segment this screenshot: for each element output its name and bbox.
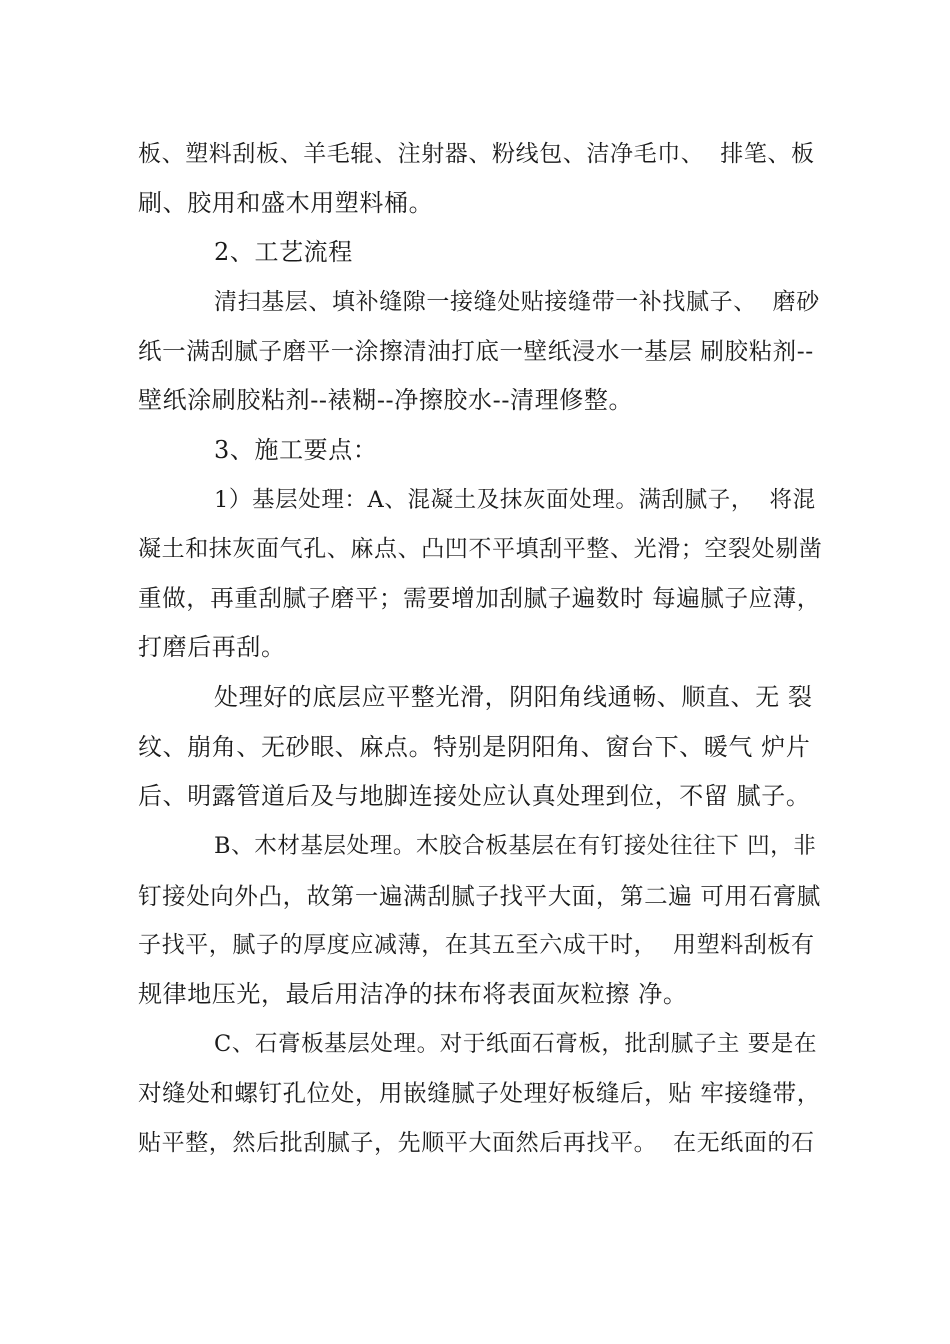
text-line-4: 清扫基层、填补缝隙一接缝处贴接缝带一补找腻子、 磨砂 — [214, 289, 820, 315]
section-heading-process: 2、工艺流程 — [214, 238, 353, 266]
text-line-10: 重做，再重刮腻子磨平；需要增加刮腻子遍数时 每遍腻子应薄， — [138, 584, 821, 612]
text-line-1: 板、塑料刮板、羊毛辊、注射器、粉线包、洁净毛巾、 排笔、板 — [138, 141, 815, 167]
text-line-2: 刷、胶用和盛木用塑料桶。 — [138, 189, 434, 217]
text-line-12: 处理好的底层应平整光滑，阴阳角线通畅、顺直、无 裂 — [214, 683, 813, 711]
text-line-5: 纸一满刮腻子磨平一涂擦清油打底一壁纸浸水一基层 刷胶粘剂-- — [138, 337, 814, 365]
text-line-20: 对缝处和螺钉孔位处，用嵌缝腻子处理好板缝后，贴 牢接缝带， — [138, 1079, 821, 1107]
text-line-18: 规律地压光，最后用洁净的抹布将表面灰粒擦 净。 — [138, 980, 688, 1008]
text-line-16: 钉接处向外凸，故第一遍满刮腻子找平大面，第二遍 可用石膏腻 — [138, 882, 821, 910]
text-line-14: 后、明露管道后及与地脚连接处应认真处理到位，不留 腻子。 — [138, 782, 811, 810]
text-line-13: 纹、崩角、无砂眼、麻点。特别是阴阳角、窗台下、暖气 炉片 — [138, 733, 811, 761]
text-line-8: 1）基层处理：A、混凝土及抹灰面处理。满刮腻子， 将混 — [214, 487, 816, 513]
text-line-19: C、石膏板基层处理。对于纸面石膏板，批刮腻子主 要是在 — [214, 1031, 818, 1057]
text-line-9: 凝土和抹灰面气孔、麻点、凸凹不平填刮平整、光滑；空裂处剔凿 — [138, 536, 823, 562]
text-line-21: 贴平整，然后批刮腻子，先顺平大面然后再找平。 在无纸面的石 — [138, 1130, 815, 1156]
text-line-17: 子找平，腻子的厚度应减薄，在其五至六成干时， 用塑料刮板有 — [138, 932, 815, 958]
text-line-15: B、木材基层处理。木胶合板基层在有钉接处往往下 凹，非 — [214, 833, 817, 859]
text-line-6: 壁纸涂刷胶粘剂--裱糊--净擦胶水--清理修整。 — [138, 386, 634, 414]
text-line-11: 打磨后再刮。 — [138, 633, 286, 661]
section-heading-key-points: 3、施工要点： — [214, 436, 378, 464]
